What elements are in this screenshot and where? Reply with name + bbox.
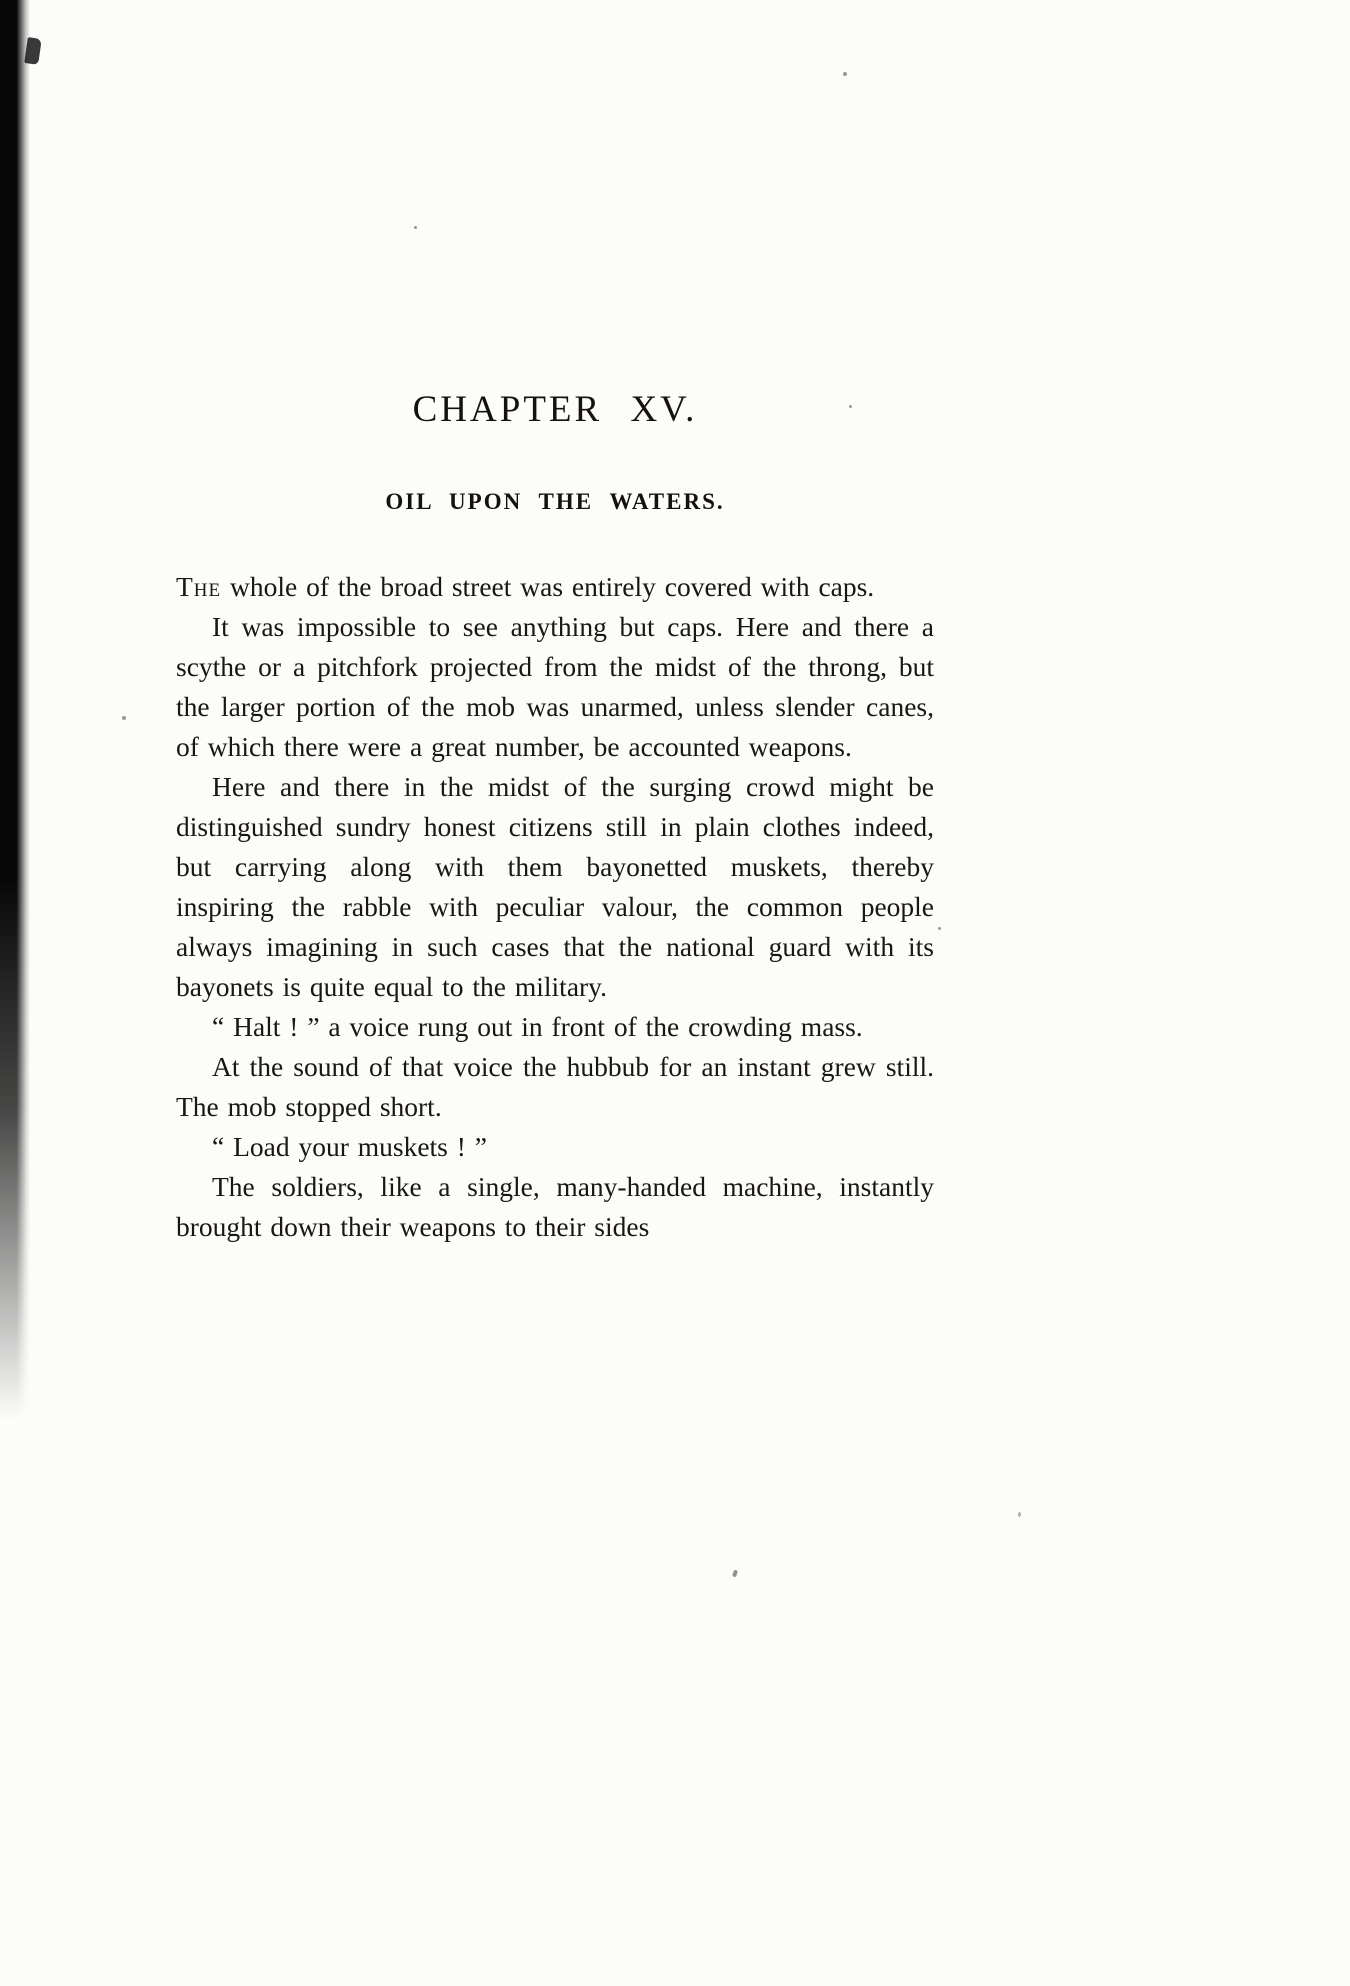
scan-speck [1018, 1512, 1021, 1517]
chapter-subtitle: OIL UPON THE WATERS. [385, 489, 725, 514]
scan-speck [414, 226, 417, 229]
scan-artifact-mark [24, 37, 41, 65]
page-content [176, 388, 934, 1247]
paragraph: “ Halt ! ” a voice rung out in front of the crowding mass. [212, 1011, 863, 1042]
paragraph-opening [176, 567, 934, 607]
paragraph: “ Load your muskets ! ” [212, 1131, 487, 1162]
scan-speck [732, 1570, 738, 1578]
paragraph: At the sound of that voice the hubbub for an instant grew still. The mob stopped short. [176, 1051, 934, 1122]
scan-binding-shadow [0, 0, 30, 1420]
lead-word: The [176, 571, 222, 602]
paragraph: The soldiers, like a single, many-handed machine, instantly brought down their weapons to their sides [176, 1171, 934, 1242]
paragraph: It was impossible to see anything but caps. Here and there a scythe or a pitchfork projected from the midst of the throng, but the larger portion of the mob was unarmed, unless slender canes, of which there were a great number, be accounted weapons. [176, 611, 934, 762]
scan-speck [849, 405, 852, 408]
scan-speck [938, 927, 941, 930]
paragraph-text: whole of the broad street was entirely covered with caps. [221, 571, 875, 602]
paragraph: Here and there in the midst of the surging crowd might be distinguished sundry honest citizens still in plain clothes indeed, but carrying along with them bayonetted muskets, thereby inspiring the rabble with peculiar valour, the common people always imagining in such cases that the national guard with its bayonets is quite equal to the military. [176, 771, 934, 1002]
scan-speck [843, 72, 847, 76]
scan-speck [122, 716, 126, 720]
chapter-heading: CHAPTER XV. [412, 389, 698, 430]
